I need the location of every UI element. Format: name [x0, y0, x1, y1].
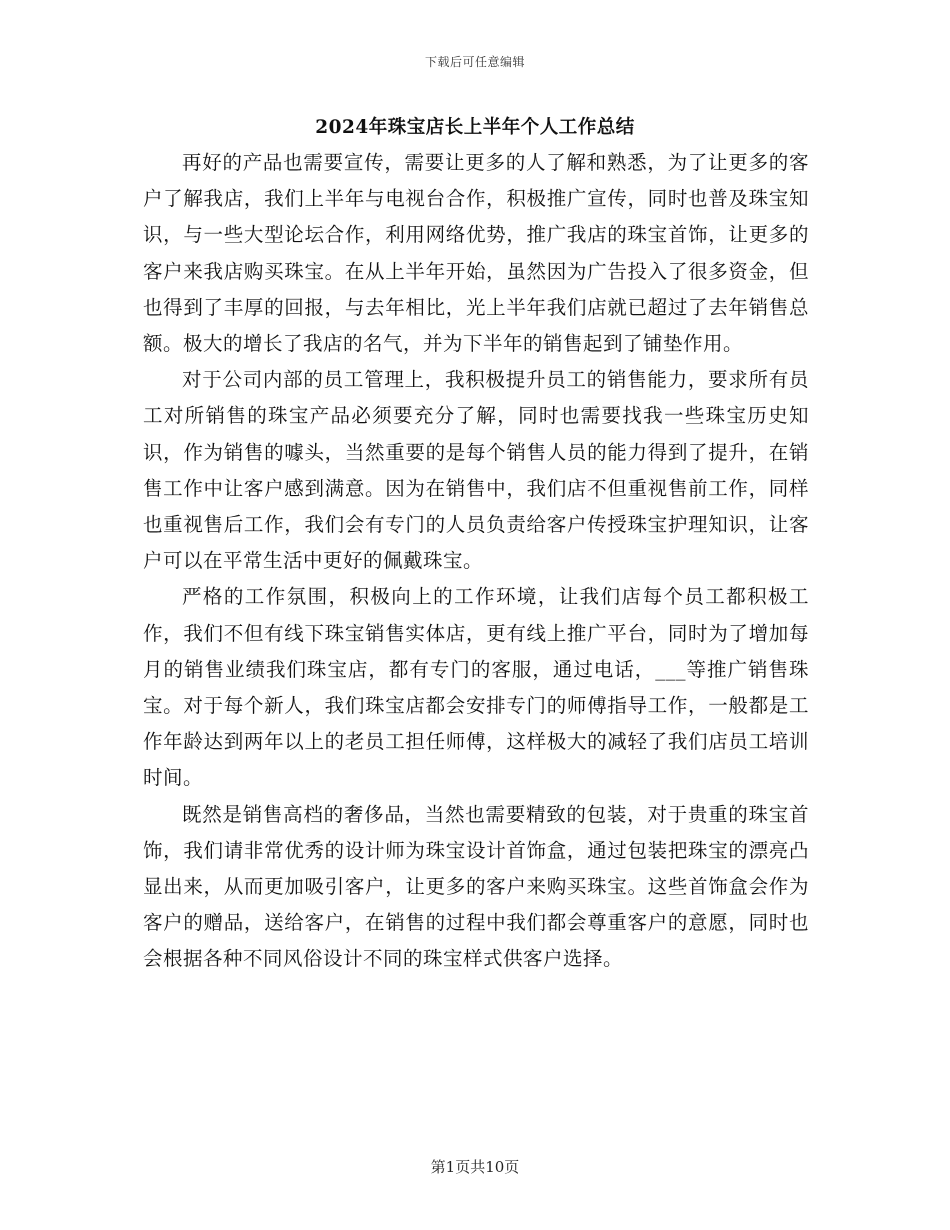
paragraph-4: 既然是销售高档的奢侈品，当然也需要精致的包装，对于贵重的珠宝首饰，我们请非常优秀的设计师为珠宝设计首饰盒，通过包装把珠宝的漂亮凸显出来，从而更加吸引客户，让更多的客户来购买珠宝。这些首饰盒会作为客户的赠品，送给客户，在销售的过程中我们都会尊重客户的意愿，同时也会根据各种不同风俗设计不同的珠宝样式供客户选择。: [143, 802, 809, 971]
paragraph-2: 对于公司内部的员工管理上，我积极提升员工的销售能力，要求所有员工对所销售的珠宝产品必须要充分了解，同时也需要找我一些珠宝历史知识，作为销售的噱头，当然重要的是每个销售人员的能力得到了提升，在销售工作中让客户感到满意。因为在销售中，我们店不但重视售前工作，同样也重视售后工作，我们会有专门的人员负责给客户传授珠宝护理知识，让客户可以在平常生活中更好的佩戴珠宝。: [143, 368, 809, 573]
document-title: 2024年珠宝店长上半年个人工作总结: [315, 117, 635, 138]
header-note: 下载后可任意编辑: [424, 55, 525, 69]
document-body: [143, 145, 809, 978]
paragraph-3: 严格的工作氛围，积极向上的工作环境，让我们店每个员工都积极工作，我们不但有线下珠宝销售实体店，更有线上推广平台，同时为了增加每月的销售业绩我们珠宝店，都有专门的客服，通过电话，___等推广销售珠宝。对于每个新人，我们珠宝店都会安排专门的师傅指导工作，一般都是工作年龄达到两年以上的老员工担任师傅，这样极大的减轻了我们店员工培训时间。: [143, 585, 809, 790]
paragraph-1: 再好的产品也需要宣传，需要让更多的人了解和熟悉，为了让更多的客户了解我店，我们上半年与电视台合作，积极推广宣传，同时也普及珠宝知识，与一些大型论坛合作，利用网络优势，推广我店的珠宝首饰，让更多的客户来我店购买珠宝。在从上半年开始，虽然因为广告投入了很多资金，但也得到了丰厚的回报，与去年相比，光上半年我们店就已超过了去年销售总额。极大的增长了我店的名气，并为下半年的销售起到了铺垫作用。: [143, 151, 809, 356]
page-number: 第1页共10页: [430, 1158, 520, 1176]
